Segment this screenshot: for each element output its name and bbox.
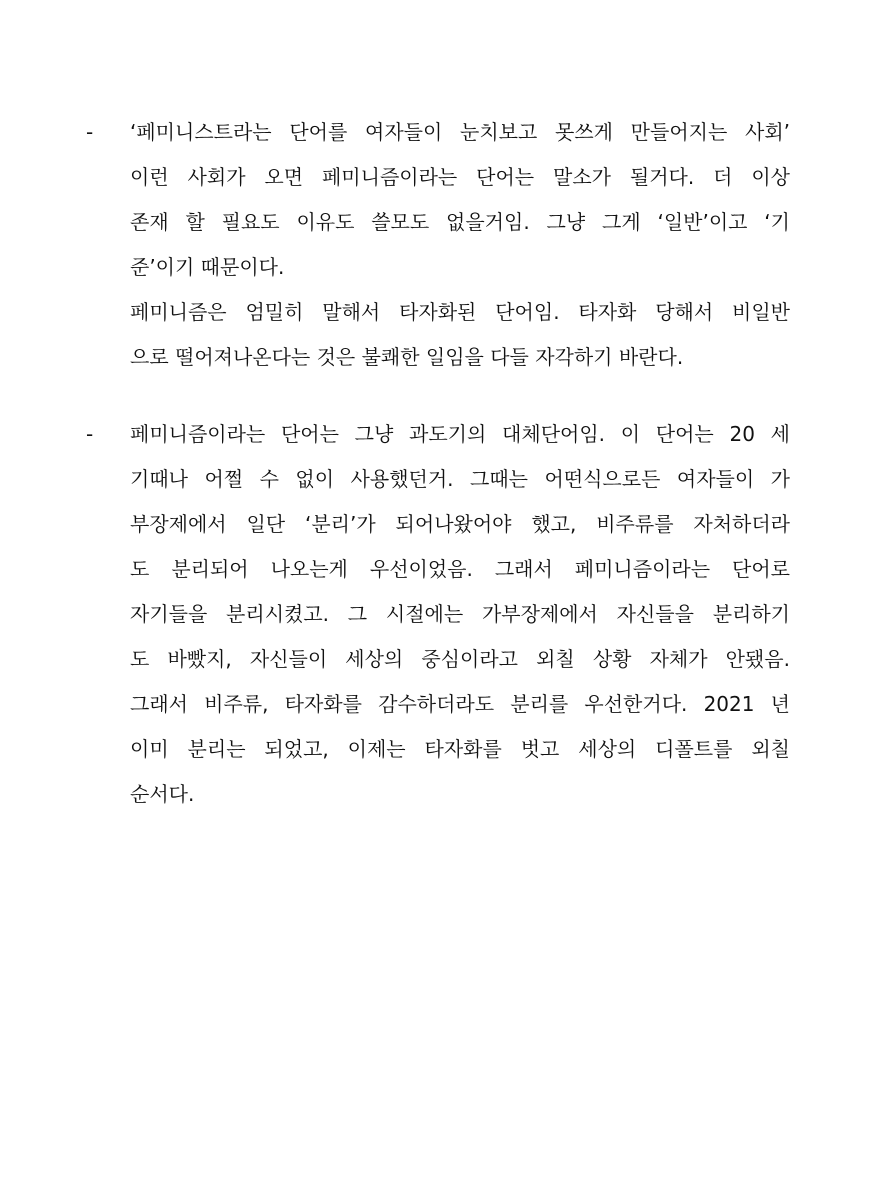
text-line: 이런 사회가 오면 페미니즘이라는 단어는 말소가 될거다. 더 이상 xyxy=(130,165,790,189)
text-line: 순서다. xyxy=(130,782,195,806)
text-line: 페미니즘은 엄밀히 말해서 타자화된 단어임. 타자화 당해서 비일반 xyxy=(130,300,790,324)
text-line: 기때나 어쩔 수 없이 사용했던거. 그때는 어떤식으로든 여자들이 가 xyxy=(130,467,790,491)
text-line: 준’이기 때문이다. xyxy=(130,255,285,279)
text-line: 자기들을 분리시켰고. 그 시절에는 가부장제에서 자신들을 분리하기 xyxy=(130,602,790,626)
bullet-dash: - xyxy=(86,422,94,446)
text-line: 페미니즘이라는 단어는 그냥 과도기의 대체단어임. 이 단어는 20 세 xyxy=(130,422,790,446)
text-line: 도 바빴지, 자신들이 세상의 중심이라고 외칠 상황 자체가 안됐음. xyxy=(130,647,790,671)
text-line: 으로 떨어져나온다는 것은 불쾌한 일임을 다들 자각하기 바란다. xyxy=(130,345,684,369)
bullet-dash: - xyxy=(86,120,94,144)
text-line: 도 분리되어 나오는게 우선이었음. 그래서 페미니즘이라는 단어로 xyxy=(130,557,790,581)
text-line: 부장제에서 일단 ‘분리’가 되어나왔어야 했고, 비주류를 자처하더라 xyxy=(130,512,790,536)
text-line: 존재 할 필요도 이유도 쓸모도 없을거임. 그냥 그게 ‘일반’이고 ‘기 xyxy=(130,210,790,234)
text-line: ‘페미니스트라는 단어를 여자들이 눈치보고 못쓰게 만들어지는 사회’ xyxy=(130,120,790,144)
text-line: 이미 분리는 되었고, 이제는 타자화를 벗고 세상의 디폴트를 외칠 xyxy=(130,737,790,761)
text-line: 그래서 비주류, 타자화를 감수하더라도 분리를 우선한거다. 2021 년 xyxy=(130,692,790,716)
